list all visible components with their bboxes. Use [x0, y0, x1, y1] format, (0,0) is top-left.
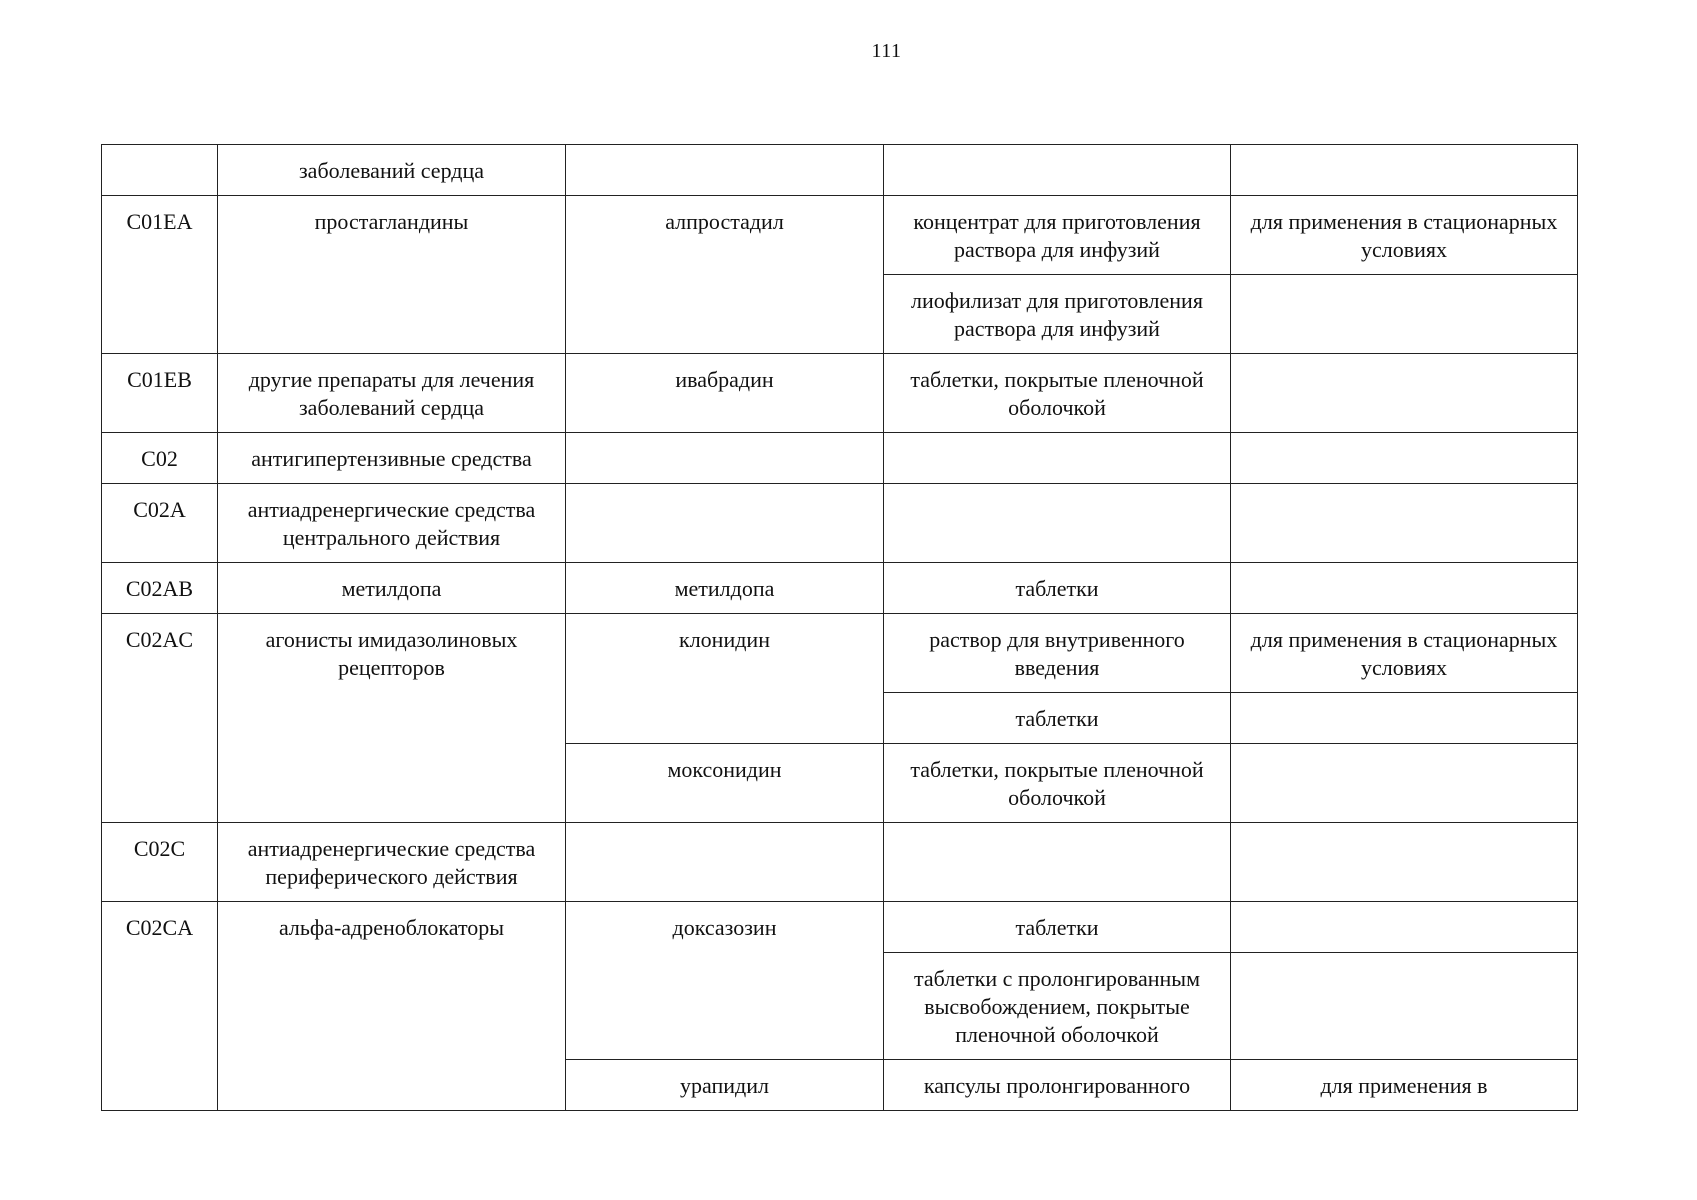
drug-cell [566, 145, 884, 196]
group-cell: агонисты имидазолиновых рецепторов [218, 614, 566, 823]
form-cell: таблетки, покрытые пленочной оболочкой [884, 744, 1231, 823]
form-cell: таблетки [884, 693, 1231, 744]
drug-cell [566, 433, 884, 484]
note-cell: для применения в [1231, 1060, 1578, 1111]
atc-code-cell: C02C [102, 823, 218, 902]
drug-cell: метилдопа [566, 563, 884, 614]
atc-code-cell: C02A [102, 484, 218, 563]
table-row [102, 823, 1578, 902]
table-row [102, 484, 1578, 563]
table-row [102, 614, 1578, 693]
drug-cell: клонидин [566, 614, 884, 744]
note-cell [1231, 563, 1578, 614]
drug-table [101, 144, 1578, 1111]
note-cell [1231, 354, 1578, 433]
group-cell: альфа-адреноблокаторы [218, 902, 566, 1111]
note-cell [1231, 145, 1578, 196]
form-cell: таблетки с пролонгированным высвобождением, покрытые пленочной оболочкой [884, 953, 1231, 1060]
group-cell: антиадренергические средства периферического действия [218, 823, 566, 902]
form-cell: таблетки [884, 563, 1231, 614]
note-cell [1231, 823, 1578, 902]
form-cell [884, 484, 1231, 563]
note-cell [1231, 953, 1578, 1060]
table-row [102, 902, 1578, 953]
atc-code-cell: C01EB [102, 354, 218, 433]
page-number: 111 [871, 40, 902, 62]
atc-code-cell: C02AC [102, 614, 218, 823]
note-cell: для применения в стационарных условиях [1231, 196, 1578, 275]
note-cell [1231, 433, 1578, 484]
note-cell [1231, 484, 1578, 563]
note-cell [1231, 744, 1578, 823]
table-row [102, 196, 1578, 275]
atc-code-cell: C02 [102, 433, 218, 484]
form-cell: раствор для внутривенного введения [884, 614, 1231, 693]
form-cell: лиофилизат для приготовления раствора для инфузий [884, 275, 1231, 354]
drug-cell [566, 484, 884, 563]
table-row [102, 354, 1578, 433]
group-cell: другие препараты для лечения заболеваний сердца [218, 354, 566, 433]
form-cell: концентрат для приготовления раствора для инфузий [884, 196, 1231, 275]
atc-code-cell: C01EA [102, 196, 218, 354]
note-cell [1231, 902, 1578, 953]
atc-code-cell [102, 145, 218, 196]
atc-code-cell: C02AB [102, 563, 218, 614]
table-row [102, 145, 1578, 196]
note-cell [1231, 275, 1578, 354]
group-cell: простагландины [218, 196, 566, 354]
drug-cell: моксонидин [566, 744, 884, 823]
table-row [102, 433, 1578, 484]
form-cell: капсулы пролонгированного [884, 1060, 1231, 1111]
form-cell [884, 145, 1231, 196]
form-cell: таблетки, покрытые пленочной оболочкой [884, 354, 1231, 433]
table-row [102, 563, 1578, 614]
drug-cell [566, 823, 884, 902]
form-cell [884, 823, 1231, 902]
drug-cell: урапидил [566, 1060, 884, 1111]
form-cell: таблетки [884, 902, 1231, 953]
note-cell [1231, 693, 1578, 744]
group-cell: антиадренергические средства центрального действия [218, 484, 566, 563]
group-cell: метилдопа [218, 563, 566, 614]
form-cell [884, 433, 1231, 484]
drug-cell: доксазозин [566, 902, 884, 1060]
group-cell: заболеваний сердца [218, 145, 566, 196]
atc-code-cell: C02CA [102, 902, 218, 1111]
note-cell: для применения в стационарных условиях [1231, 614, 1578, 693]
drug-cell: алпростадил [566, 196, 884, 354]
drug-cell: ивабрадин [566, 354, 884, 433]
group-cell: антигипертензивные средства [218, 433, 566, 484]
